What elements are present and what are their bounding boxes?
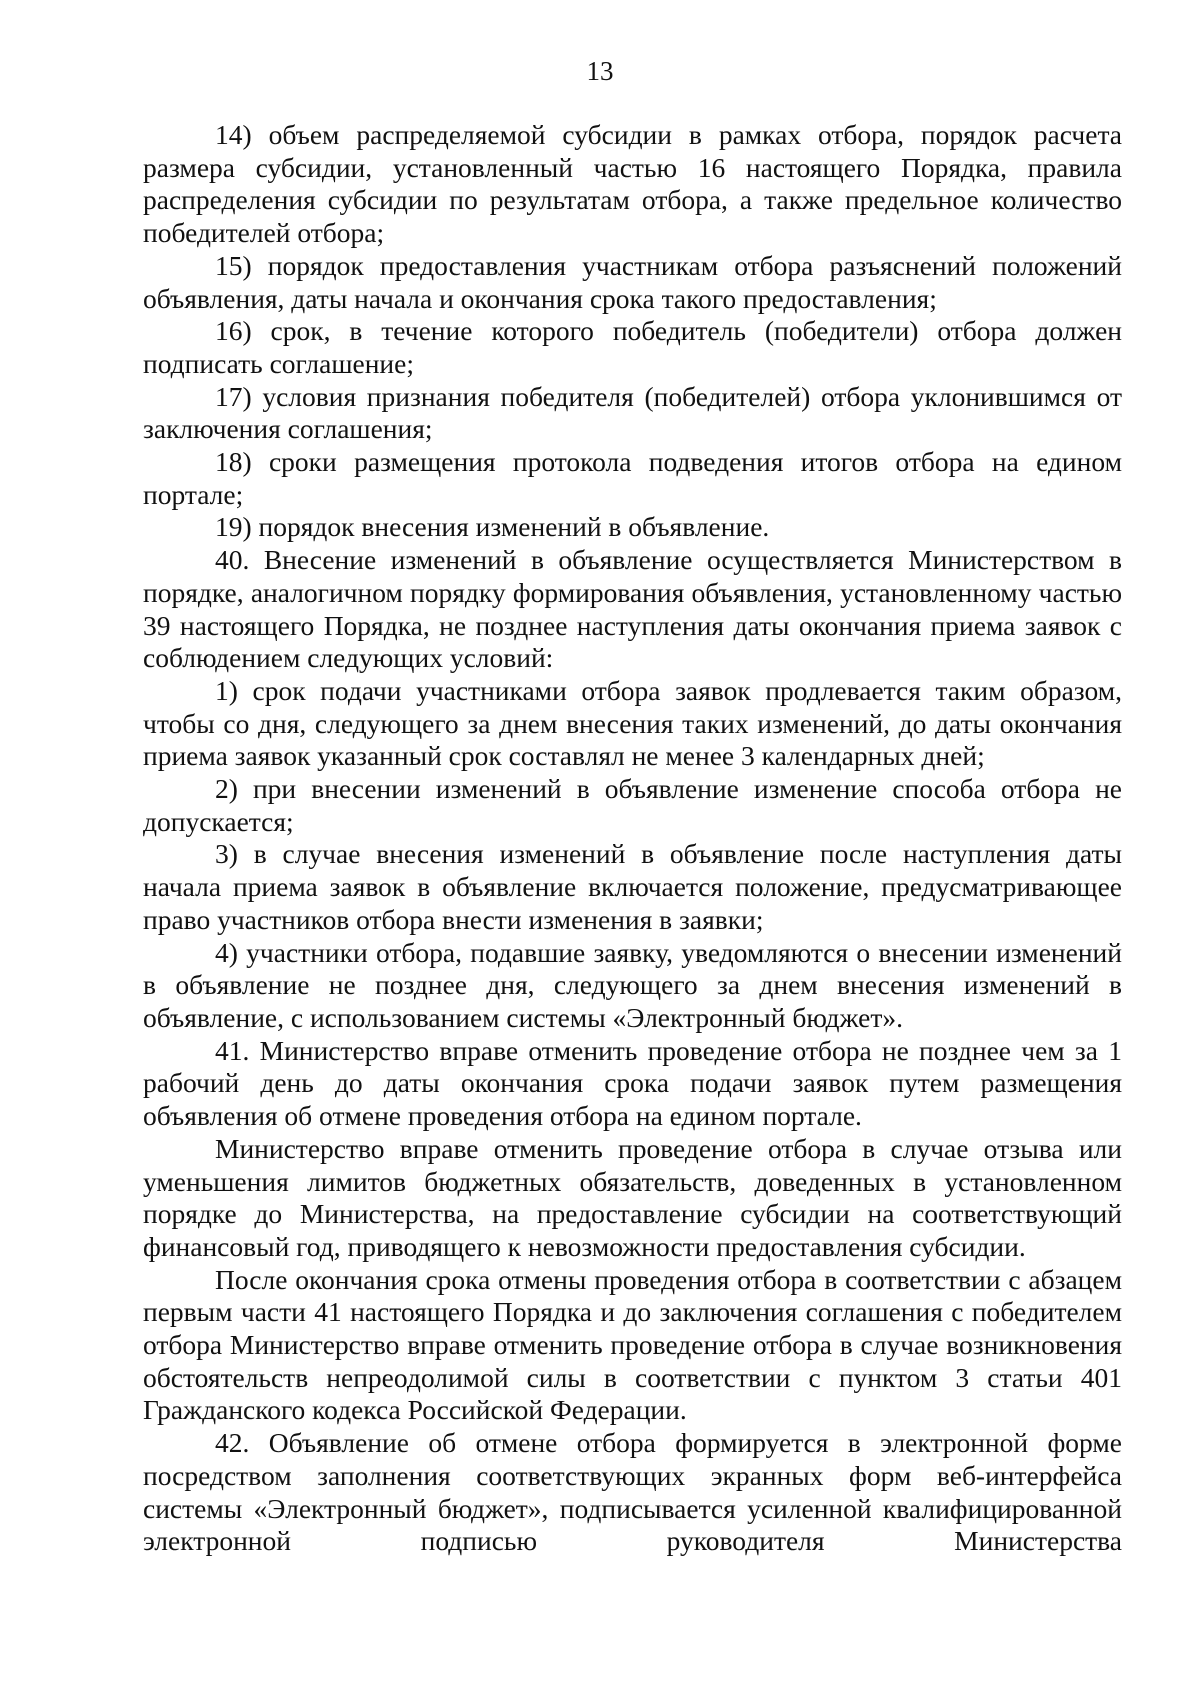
section-40-item-3: 3) в случае внесения изменений в объявление после наступления даты начала приема заявок в объявление включается положение, предусматривающее право участников отбора внести изменения в заявки; xyxy=(143,838,1122,935)
document-body xyxy=(143,119,1122,1558)
item-18: 18) сроки размещения протокола подведения итогов отбора на едином портале; xyxy=(143,446,1122,510)
section-40-item-1: 1) срок подачи участниками отбора заявок продлевается таким образом, чтобы со дня, следующего за днем внесения таких изменений, до даты окончания приема заявок указанный срок составлял не менее 3 календарных дней; xyxy=(143,674,1122,772)
item-14: 14) объем распределяемой субсидии в рамках отбора, порядок расчета размера субсидии, установленный частью 16 настоящего Порядка, правила распределения субсидии по результатам отбора, а также предельное количество победителей отбора; xyxy=(143,119,1122,249)
item-15: 15) порядок предоставления участникам отбора разъяснений положений объявления, даты начала и окончания срока такого предоставления; xyxy=(143,249,1122,314)
item-19: 19) порядок внесения изменений в объявление. xyxy=(215,511,770,543)
item-16: 16) срок, в течение которого победитель (победители) отбора должен подписать соглашение; xyxy=(143,315,1122,379)
section-41: 41. Министерство вправе отменить проведение отбора не позднее чем за 1 рабочий день до даты окончания срока подачи заявок путем размещения объявления об отмене проведения отбора на едином портале. xyxy=(143,1034,1122,1132)
section-41-paragraph-3: После окончания срока отмены проведения отбора в соответствии с абзацем первым части 41 настоящего Порядка и до заключения соглашения с победителем отбора Министерство вправе отменить проведение отбора в случае возникновения обстоятельств непреодолимой силы в соответствии с пунктом 3 статьи 401 Гражданского кодекса Российской Федерации. xyxy=(143,1263,1122,1426)
section-40-item-2: 2) при внесении изменений в объявление изменение способа отбора не допускается; xyxy=(143,773,1122,837)
section-40: 40. Внесение изменений в объявление осуществляется Министерством в порядке, аналогичном порядку формирования объявления, установленному частью 39 настоящего Порядка, не позднее наступления даты окончания приема заявок с соблюдением следующих условий: xyxy=(143,544,1122,674)
section-41-paragraph-2: Министерство вправе отменить проведение отбора в случае отзыва или уменьшения лимитов бюджетных обязательств, доведенных в установленном порядке до Министерства, на предоставление субсидии на соответствующий финансовый год, приводящего к невозможности предоставления субсидии. xyxy=(143,1132,1122,1262)
page-number: 13 xyxy=(586,56,614,86)
section-42: 42. Объявление об отмене отбора формируется в электронной форме посредством заполнения соответствующих экранных форм веб-интерфейса системы «Электронный бюджет», подписывается усиленной квалифицированной электронной подписью руководителя Министерства xyxy=(143,1427,1122,1557)
section-40-item-4: 4) участники отбора, подавшие заявку, уведомляются о внесении изменений в объявление не позднее дня, следующего за днем внесения изменений в объявление, с использованием системы «Электронный бюджет». xyxy=(143,936,1122,1033)
item-17: 17) условия признания победителя (победителей) отбора уклонившимся от заключения соглашения; xyxy=(143,380,1122,445)
